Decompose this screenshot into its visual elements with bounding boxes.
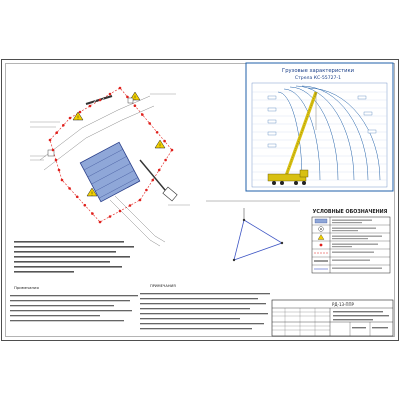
danger-dot (145, 189, 148, 192)
danger-dot (58, 169, 61, 172)
danger-dot (55, 159, 58, 162)
danger-dot (164, 159, 167, 162)
danger-dot (126, 96, 129, 99)
danger-dot (119, 87, 122, 90)
legend-table (312, 209, 390, 273)
danger-dot (62, 124, 65, 127)
svg-text:!: ! (76, 115, 80, 122)
danger-dot (89, 105, 92, 108)
danger-dot (141, 113, 144, 116)
chart-panel-subtitle: Стрела КС-55727-1 (294, 76, 342, 81)
danger-dot (109, 93, 112, 96)
danger-dot (163, 140, 166, 143)
legend-building-icon (315, 219, 327, 223)
danger-dot (52, 149, 55, 152)
danger-dot (148, 122, 151, 125)
legend-danger-dot-icon (320, 244, 323, 247)
load-chart-panel (246, 63, 393, 191)
chart-panel-title: Грузовые характеристики (282, 68, 354, 74)
danger-dot (76, 196, 79, 199)
danger-dot (49, 139, 52, 142)
danger-dot (69, 117, 72, 120)
sling-node (233, 259, 235, 261)
notes-heading: Примечания (14, 285, 39, 290)
danger-dot (158, 169, 161, 172)
danger-dot (55, 131, 58, 134)
legend-title: УСЛОВНЫЕ ОБОЗНАЧЕНИЯ (312, 210, 388, 215)
danger-dot (79, 111, 82, 114)
danger-dot (61, 179, 64, 182)
danger-dot (152, 179, 155, 182)
danger-dot (99, 99, 102, 102)
sling-node (243, 219, 245, 221)
danger-dot (84, 204, 87, 207)
danger-dot (99, 221, 102, 224)
title-block (272, 300, 393, 336)
danger-dot (109, 215, 112, 218)
legend-frame (312, 217, 390, 273)
danger-dot (119, 210, 122, 213)
sign-board-icon (128, 98, 133, 103)
sling-node (281, 242, 283, 244)
danger-dot (129, 204, 132, 207)
stamp-code: РД-13-ППР (332, 302, 354, 307)
danger-dot (134, 104, 137, 107)
svg-text:!: ! (90, 191, 94, 198)
danger-dot (139, 199, 142, 202)
svg-text:!: ! (158, 143, 162, 150)
danger-dot (68, 187, 71, 190)
svg-text:!: ! (133, 95, 137, 102)
danger-dot (171, 149, 174, 152)
danger-dot (156, 131, 159, 134)
danger-dot (91, 212, 94, 215)
notes-heading-2: ПРИМЕЧАНИЯ (150, 284, 176, 288)
